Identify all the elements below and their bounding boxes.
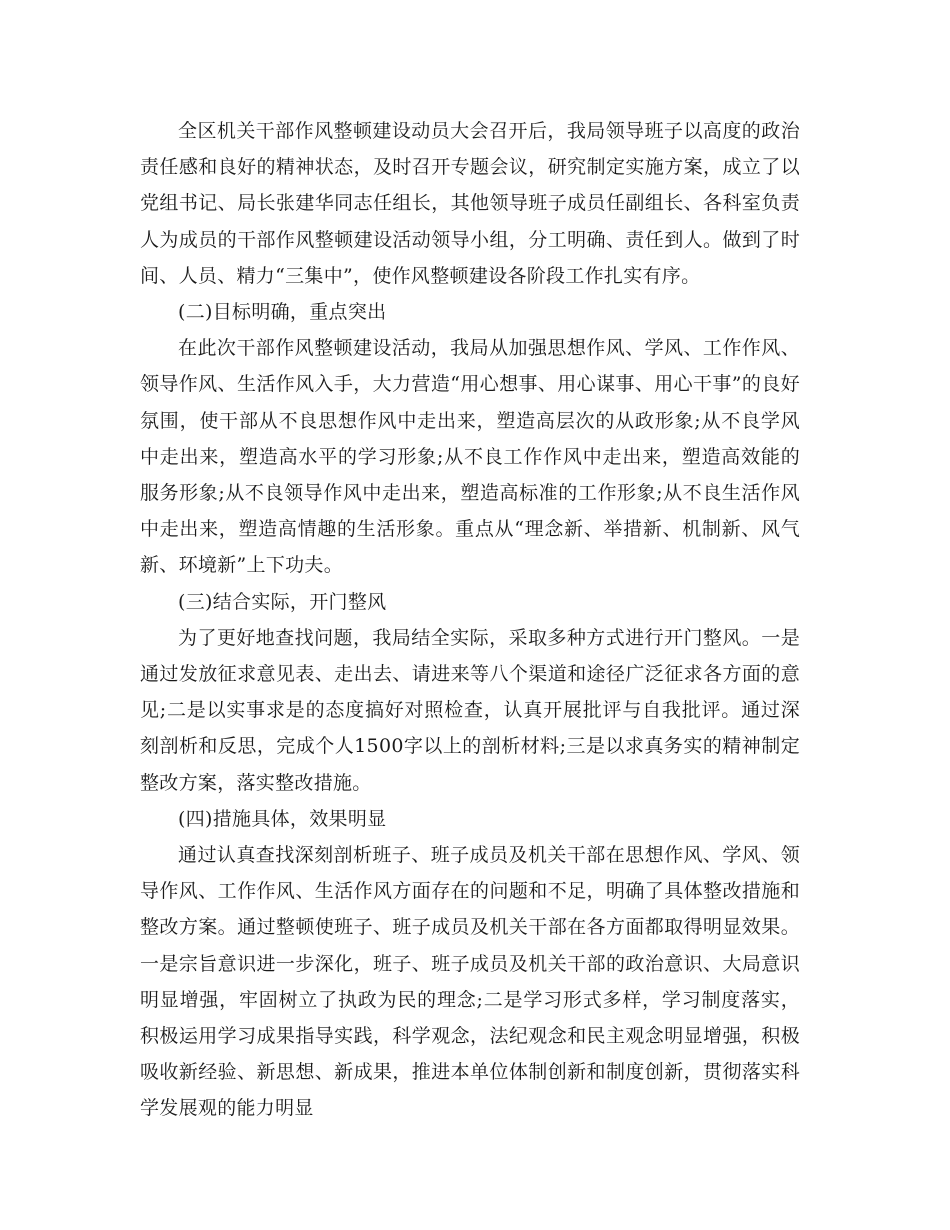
section-heading-goals: (二)目标明确，重点突出	[178, 301, 387, 324]
paragraph-goals: 在此次干部作风整顿建设活动，我局从加强思想作风、学风、工作作风、领导作风、生活作风入手，大力营造“用心想事、用心谋事、用心干事”的良好氛围，使干部从不良思想作风中走出来，塑造高层次的从政形象;从不良学风中走出来，塑造高水平的学习形象;从不良工作作风中走出来，塑造高效能的服务形象;从不良领导作风中走出来，塑造高标准的工作形象;从不良生活作风中走出来，塑造高情趣的生活形象。重点从“理念新、举措新、机制新、风气新、环境新”上下功夫。	[140, 337, 800, 577]
paragraph-open-rectification: 为了更好地查找问题，我局结全实际，采取多种方式进行开门整风。一是通过发放征求意见表、走出去、请进来等八个渠道和途径广泛征求各方面的意见;二是以实事求是的态度搞好对照检查，认真开展批评与自我批评。通过深刻剖析和反思，完成个人1500字以上的剖析材料;三是以求真务实的精神制定整改方案，落实整改措施。	[140, 626, 800, 794]
paragraph-leadership-group: 全区机关干部作风整顿建设动员大会召开后，我局领导班子以高度的政治责任感和良好的精神状态，及时召开专题会议，研究制定实施方案，成立了以党组书记、局长张建华同志任组长，其他领导班子成员任副组长、各科室负责人为成员的干部作风整顿建设活动领导小组，分工明确、责任到人。做到了时间、人员、精力“三集中”，使作风整顿建设各阶段工作扎实有序。	[140, 120, 800, 287]
document-body	[140, 113, 800, 1127]
paragraph-measures: 通过认真查找深刻剖析班子、班子成员及机关干部在思想作风、学风、领导作风、工作作风、生活作风方面存在的问题和不足，明确了具体整改措施和整改方案。通过整顿使班子、班子成员及机关干部在各方面都取得明显效果。一是宗旨意识进一步深化，班子、班子成员及机关干部的政治意识、大局意识明显增强，牢固树立了执政为民的理念;二是学习形式多样，学习制度落实，积极运用学习成果指导实践，科学观念，法纪观念和民主观念明显增强，积极吸收新经验、新思想、新成果，推进本单位体制创新和制度创新，贯彻落实科学发展观的能力明显	[140, 844, 800, 1120]
section-heading-measures: (四)措施具体，效果明显	[178, 807, 387, 830]
section-heading-open-rectification: (三)结合实际，开门整风	[178, 590, 387, 613]
